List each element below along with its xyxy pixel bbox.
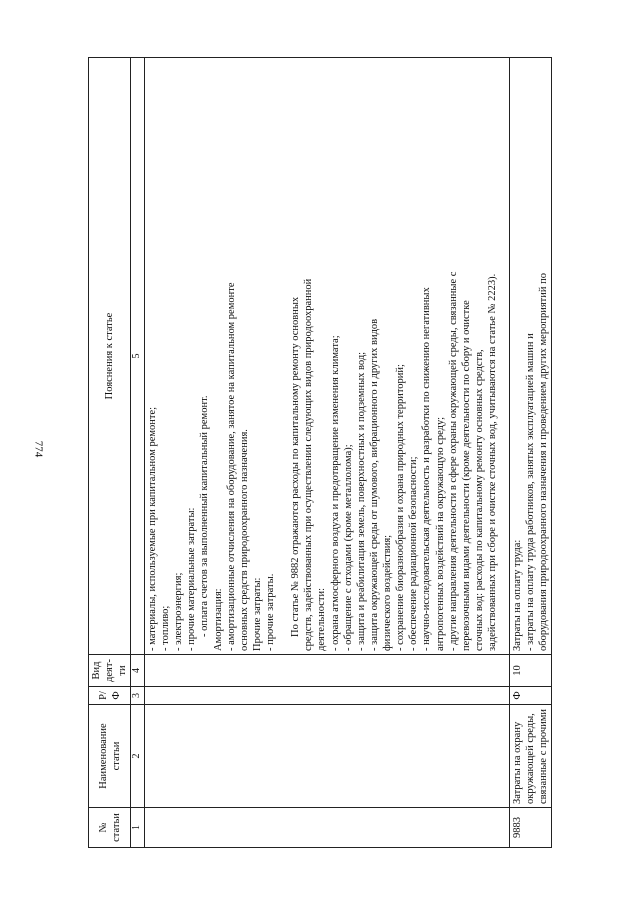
text-line: - охрана атмосферного воздуха и предотвращение изменения климата; bbox=[329, 335, 341, 651]
text-line: - прочие затраты. bbox=[265, 573, 276, 651]
header-rf: Р/Ф bbox=[89, 687, 131, 705]
text-line: - топливо; bbox=[160, 605, 171, 651]
article-number: 9883 bbox=[509, 808, 551, 848]
text-line: - защита и реабилитация земель, поверхностных и подземных вод; bbox=[355, 351, 367, 651]
column-number: 5 bbox=[131, 58, 145, 655]
explanation-cell bbox=[509, 58, 551, 655]
text-line: Прочие затраты: bbox=[251, 577, 263, 651]
text-line: задействованных при сборе и очистке сточных вод, учитываются на статье № 2223). bbox=[487, 273, 498, 651]
text-line: - другие направления деятельности в сфере охраны окружающей среды, связанные с bbox=[447, 271, 459, 651]
text-line: Затраты на охрану bbox=[511, 721, 523, 804]
text-line: По статье № 9882 отражаются расходы по капитальному ремонту основных bbox=[290, 296, 302, 637]
text-line: антропогенных воздействий на окружающую среду; bbox=[434, 417, 446, 651]
text-line: оборудования природоохранного назначения и проведением других мероприятий по bbox=[538, 273, 550, 651]
header-article-number: № статьи bbox=[89, 808, 131, 848]
text-line: перевозочными видами деятельности (кроме деятельности по сбору и очистке bbox=[460, 300, 472, 651]
text-line: - обеспечение радиационной безопасности; bbox=[408, 456, 420, 651]
text-line: средств, задействованных при осуществлении следующих видов природоохранной bbox=[303, 278, 315, 651]
column-number: 1 bbox=[131, 808, 145, 848]
text-line: - материалы, используемые при капитальном ремонте; bbox=[146, 406, 158, 651]
text-line: - затраты на оплату труда работников, занятых эксплуатацией машин и bbox=[525, 333, 536, 651]
text-line: - прочие материальные затраты: bbox=[186, 507, 198, 651]
cell-empty bbox=[144, 655, 509, 687]
text-line: связанные с прочими bbox=[538, 709, 550, 804]
page-number: 774 bbox=[32, 440, 45, 458]
article-name bbox=[509, 705, 551, 808]
paragraph-gap bbox=[277, 61, 289, 651]
text-line: Затраты на оплату труда: bbox=[511, 539, 523, 651]
text-line: - оплата счетов за выполненный капитальный ремонт. bbox=[199, 395, 211, 637]
cell-empty bbox=[144, 705, 509, 808]
text-line: - обращение с отходами (кроме металлолома); bbox=[342, 444, 354, 651]
text-line: - научно-исследовательская деятельность и разработки по снижению негативных bbox=[421, 287, 433, 651]
rf-value: Ф bbox=[509, 687, 551, 705]
text-line: - электроэнергия; bbox=[173, 572, 185, 651]
header-activity-type: Вид деят-ти bbox=[89, 655, 131, 687]
rotated-table-wrapper bbox=[88, 58, 586, 848]
text-line: деятельности: bbox=[316, 587, 328, 651]
articles-table bbox=[88, 57, 552, 848]
cell-empty bbox=[144, 687, 509, 705]
column-number: 2 bbox=[131, 705, 145, 808]
text-line: основных средств природоохранного назначения. bbox=[238, 429, 250, 651]
column-number: 3 bbox=[131, 687, 145, 705]
activity-value: 10 bbox=[509, 655, 551, 687]
table-row bbox=[509, 58, 551, 848]
table-row bbox=[144, 58, 509, 848]
text-line: - защита окружающей среды от шумового, вибрационного и других видов bbox=[368, 318, 380, 651]
text-line: физического воздействия; bbox=[382, 534, 393, 651]
table-header-row bbox=[89, 58, 131, 848]
explanation-cell bbox=[144, 58, 509, 655]
cell-empty bbox=[144, 808, 509, 848]
header-explanations: Пояснения к статье bbox=[89, 58, 131, 655]
text-line: сточных вод: расходы по капитальному ремонту основных средств, bbox=[473, 349, 485, 651]
text-line: - амортизационные отчисления на оборудование, занятое на капитальном ремонте bbox=[225, 282, 237, 651]
text-line: - сохранение биоразнообразия и охрана природных территорий; bbox=[395, 364, 407, 651]
column-number: 4 bbox=[131, 655, 145, 687]
column-number-row bbox=[131, 58, 145, 848]
header-article-name: Наименование статьи bbox=[89, 705, 131, 808]
text-line: окружающей среды, bbox=[525, 713, 536, 804]
text-line: Амортизация: bbox=[212, 588, 224, 651]
